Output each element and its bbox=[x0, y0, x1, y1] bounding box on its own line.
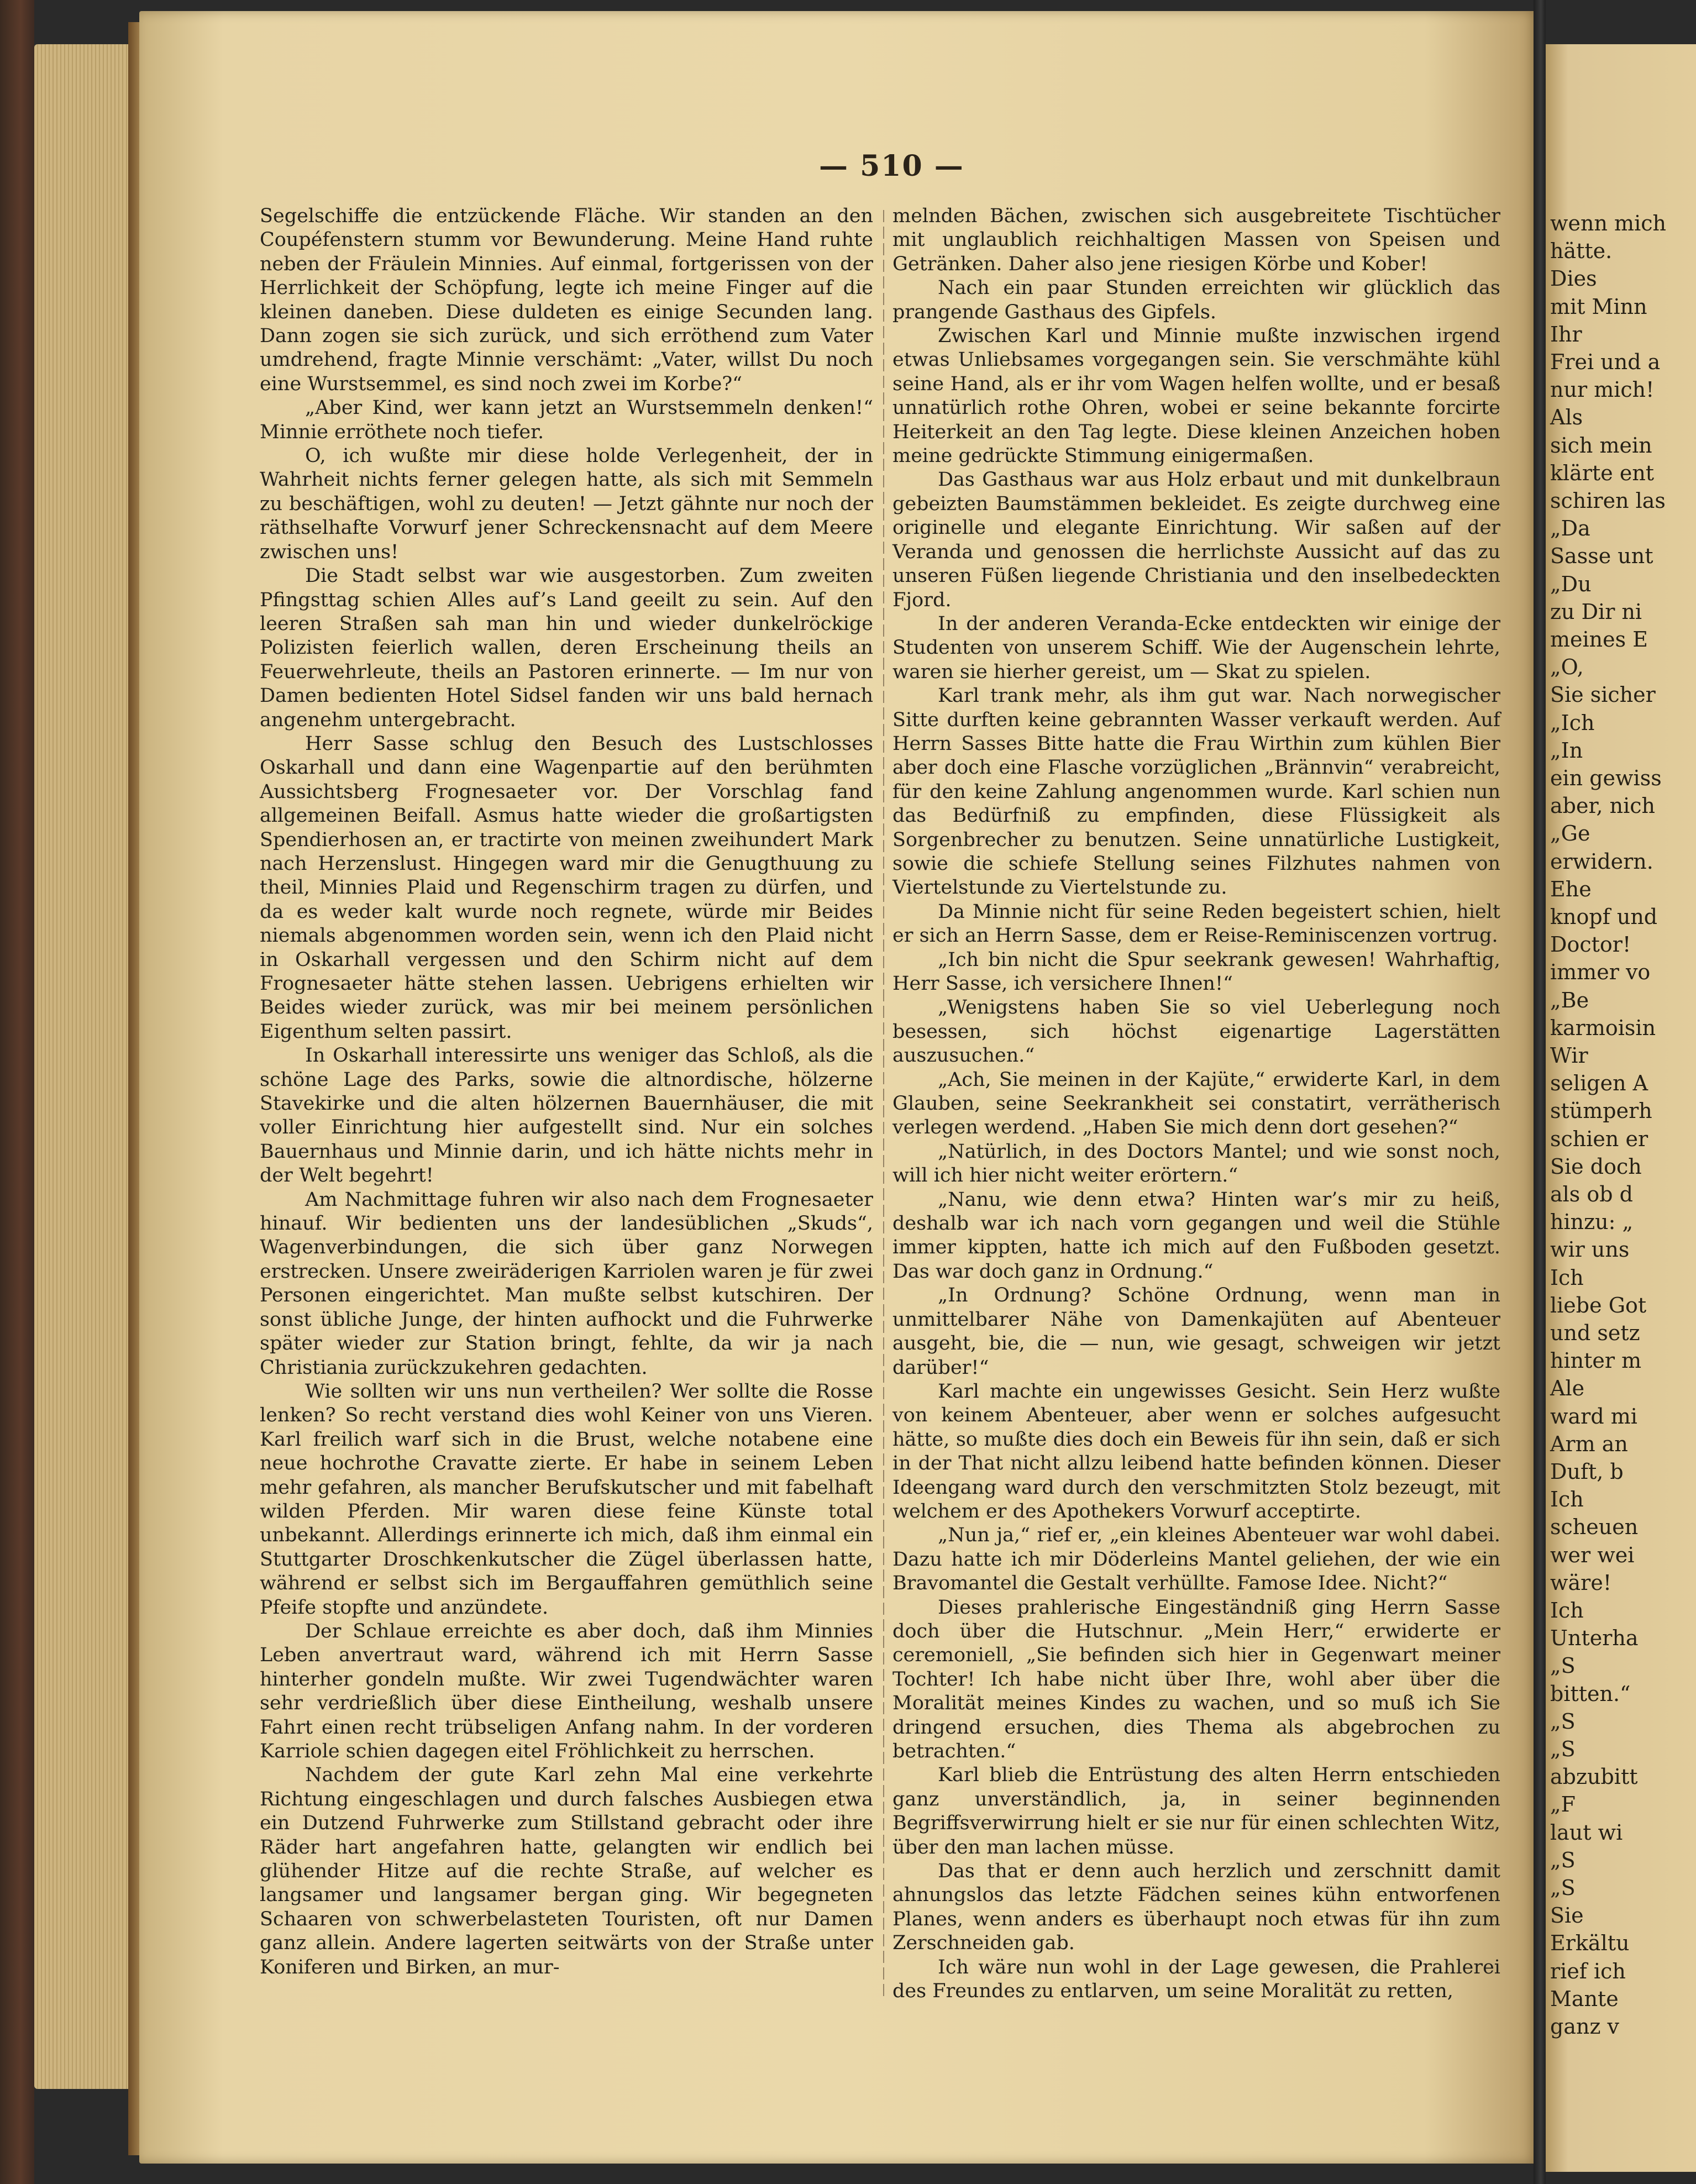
facing-page-line: „O, bbox=[1550, 655, 1584, 680]
facing-page-line: bitten.“ bbox=[1550, 1681, 1631, 1706]
paragraph: Karl machte ein ungewisses Gesicht. Sein Herz wußte von keinem Abenteuer, aber wenn er solches aufgesucht hätte, so mußte dies doch ein Beweis für ihn sein, daß er sich in der That nicht allzu leibend hatte befinden können. Dieser Ideengang ward durch den verschmitzten Stolz bezeugt, mit welchem er des Apothekers Vorwurf acceptirte. bbox=[892, 1380, 1500, 1523]
facing-page-line: wenn mich bbox=[1550, 211, 1666, 235]
facing-page-line: Sie bbox=[1550, 1903, 1584, 1928]
paragraph: „Ich bin nicht die Spur seekrank gewesen! Wahrhaftig, Herr Sasse, ich versichere Ihnen!“ bbox=[892, 948, 1500, 995]
facing-page-line: meines E bbox=[1550, 627, 1648, 652]
facing-page-line: hätte. bbox=[1550, 239, 1613, 264]
facing-page-line: nur mich! bbox=[1550, 377, 1655, 402]
facing-page-line: rief ich bbox=[1550, 1959, 1626, 1983]
facing-page-line: mit Minn bbox=[1550, 294, 1647, 319]
facing-page-line: sich mein bbox=[1550, 433, 1652, 458]
facing-page-line: Ich bbox=[1550, 1487, 1584, 1512]
column-divider bbox=[883, 210, 884, 2001]
facing-page-line: „Be bbox=[1550, 988, 1589, 1012]
paragraph: Die Stadt selbst war wie ausgestorben. Zum zweiten Pfingsttag schien Alles auf’s Land geeilt zu sein. Auf den leeren Straßen sah man hin und wieder dunkelröckige Polizisten feierlich wallen, deren Erscheinung theils an Feuerwehrleute, theils an Pastoren erinnerte. — Im nur von Damen bedienten Hotel Sidsel fanden wir uns bald hernach angenehm untergebracht. bbox=[260, 565, 873, 731]
facing-page-line: „Da bbox=[1550, 516, 1590, 541]
facing-page-line: Ich bbox=[1550, 1265, 1584, 1290]
facing-page-line: Sie sicher bbox=[1550, 683, 1656, 707]
paragraph: Herr Sasse schlug den Besuch des Lustschlosses Oskarhall und dann eine Wagenpartie auf den berühmten Aussichtsberg Frognesaeter vor. Der Vorschlag fand allgemeinen Beifall. Asmus hatte wieder die großartigsten Spendierhosen an, er tractirte von meinen zweihundert Mark nach Herzenslust. Hingegen ward mir die Genugthuung zu theil, Minnies Plaid und Regenschirm tragen zu dürfen, und da es weder kalt wurde noch regnete, würde mir Beides niemals abgenommen worden sein, wenn ich den Plaid nicht in Oskarhall vergessen und den Schirm nicht auf dem Frognesaeter hätte stehen lassen. Uebrigens erhielten wir Beides wieder zurück, was mir bei meinem persönlichen Eigenthum selten passirt. bbox=[260, 732, 873, 1043]
facing-page-line: erwidern. bbox=[1550, 849, 1653, 874]
facing-page-line: „Ich bbox=[1550, 710, 1595, 735]
paragraph: Ich wäre nun wohl in der Lage gewesen, die Prahlerei des Freundes zu entlarven, um seine Moralität zu retten, bbox=[892, 1956, 1500, 2003]
paragraph: Nachdem der gute Karl zehn Mal eine verkehrte Richtung eingeschlagen und durch falsches Ausbiegen etwa ein Dutzend Fuhrwerke zum Stillstand gebracht oder ihre Räder hart angefahren hatte, gelangten wir endlich bei glühender Hitze auf die rechte Straße, auf welcher es langsamer und langsamer bergan ging. Wir begegneten Schaaren von schwerbelasteten Touristen, oft nur Damen ganz allein. Andere lagerten seitwärts von der Straße unter Koniferen und Birken, an mur- bbox=[260, 1764, 873, 1978]
paragraph: Das that er denn auch herzlich und zerschnitt damit ahnungslos das letzte Fädchen seines kühn entworfenen Planes, wenn anders es überhaupt noch etwas für ihn zum Zerschneiden gab. bbox=[892, 1860, 1500, 1955]
book-gutter bbox=[128, 22, 139, 2155]
paragraph: Karl trank mehr, als ihm gut war. Nach norwegischer Sitte durften keine gebrannten Wasser verkauft werden. Auf Herrn Sasses Bitte hatte die Frau Wirthin zum kühlen Bier aber doch eine Flasche vorzüglichen „Brännvin“ verabreicht, für den keine Zahlung angenommen wurde. Karl schien nun das Bedürfniß zu empfinden, diese Flüssigkeit als Sorgenbrecher zu benutzen. Seine unnatürliche Lustigkeit, sowie die schiefe Stellung seines Filzhutes nahmen von Viertelstunde zu Viertelstunde zu. bbox=[892, 685, 1500, 899]
paragraph: „Wenigstens haben Sie so viel Ueberlegung noch besessen, sich höchst eigenartige Lagerstätten auszusuchen.“ bbox=[892, 996, 1500, 1067]
paragraph: „Nanu, wie denn etwa? Hinten war’s mir zu heiß, deshalb war ich nach vorn gegangen und weil die Stühle immer kippten, hatte ich mich auf den Fußboden gesetzt. Das war doch ganz in Ordnung.“ bbox=[892, 1188, 1500, 1283]
facing-page-line: „S bbox=[1550, 1737, 1576, 1761]
facing-page-line: laut wi bbox=[1550, 1820, 1623, 1845]
paragraph: Am Nachmittage fuhren wir also nach dem Frognesaeter hinauf. Wir bedienten uns der landesüblichen „Skuds“, Wagenverbindungen, die sich über ganz Norwegen erstrecken. Unsere zweiräderigen Karriolen waren je für zwei Personen eingerichtet. Man mußte selbst kutschiren. Der sonst übliche Junge, der hinten aufhockt und die Fuhrwerke später wieder zur Station bringt, fehlte, da wir ja nach Christiania zurückzukehren gedachten. bbox=[260, 1188, 873, 1379]
text-column-left bbox=[260, 204, 873, 1980]
facing-page-line: hinter m bbox=[1550, 1348, 1642, 1373]
page-stack-edge bbox=[34, 44, 128, 2089]
facing-page-line: schien er bbox=[1550, 1126, 1648, 1151]
facing-page-line: stümperh bbox=[1550, 1099, 1652, 1124]
paragraph: Da Minnie nicht für seine Reden begeistert schien, hielt er sich an Herrn Sasse, dem er Reise-Reminiscenzen vortrug. bbox=[892, 900, 1500, 947]
facing-page-line: „S bbox=[1550, 1847, 1576, 1872]
facing-page-line: Arm an bbox=[1550, 1431, 1628, 1456]
facing-page-line: Als bbox=[1550, 405, 1583, 430]
facing-page bbox=[1546, 44, 1696, 2172]
facing-page-line: scheuen bbox=[1550, 1515, 1639, 1540]
facing-page-line: Mante bbox=[1550, 1986, 1619, 2011]
facing-page-line: Wir bbox=[1550, 1043, 1588, 1068]
paragraph: In der anderen Veranda-Ecke entdeckten wir einige der Studenten von unserem Schiff. Wie der Augenschein lehrte, waren sie hierher gereist, um — Skat zu spielen. bbox=[892, 612, 1500, 683]
facing-page-line: Ehe bbox=[1550, 876, 1592, 901]
facing-page-line: „Ge bbox=[1550, 821, 1590, 846]
facing-page-line: ward mi bbox=[1550, 1404, 1637, 1429]
book-cover-left bbox=[0, 0, 34, 2184]
facing-page-line: immer vo bbox=[1550, 960, 1651, 985]
paragraph: „Ach, Sie meinen in der Kajüte,“ erwiderte Karl, in dem Glauben, seine Seekrankheit sei constatirt, verrätherisch verlegen werdend. „Haben Sie mich denn dort gesehen?“ bbox=[892, 1068, 1500, 1139]
text-column-right bbox=[892, 204, 1500, 2003]
facing-page-line: Ale bbox=[1550, 1376, 1585, 1401]
facing-page-line: „Du bbox=[1550, 571, 1592, 596]
facing-page-line: Sie doch bbox=[1550, 1154, 1642, 1179]
paragraph: Wie sollten wir uns nun vertheilen? Wer sollte die Rosse lenken? So recht verstand dies wohl Keiner von uns Vieren. Karl freilich warf sich in die Brust, welche notabene eine neue hochrothe Cravatte zierte. Er habe in seinem Leben mehr gefahren, als mancher Berufskutscher und mit fabelhaft wilden Pferden. Mir waren diese feine Künste total unbekannt. Allerdings erinnerte ich mich, daß ihm einmal ein Stuttgarter Droschkenkutscher die Zügel überlassen hatte, während er selbst sich im Bergauffahren gemüthlich seine Pfeife stopfte und anzündete. bbox=[260, 1380, 873, 1619]
facing-page-line: Ich bbox=[1550, 1598, 1584, 1623]
paragraph: „Nun ja,“ rief er, „ein kleines Abenteuer war wohl dabei. Dazu hatte ich mir Döderleins Mantel geliehen, der wie ein Bravomantel die Gestalt verhüllte. Famose Idee. Nicht?“ bbox=[892, 1524, 1500, 1595]
page-number: — 510 — bbox=[819, 149, 964, 183]
paragraph: melnden Bächen, zwischen sich ausgebreitete Tischtücher mit unglaublich reichhaltigen Massen von Speisen und Getränken. Daher also jene riesigen Körbe und Kober! bbox=[892, 205, 1500, 275]
paragraph: „Aber Kind, wer kann jetzt an Wurstsemmeln denken!“ Minnie erröthete noch tiefer. bbox=[260, 397, 873, 443]
facing-page-line: Frei und a bbox=[1550, 350, 1661, 374]
paragraph: Dieses prahlerische Eingeständniß ging Herrn Sasse doch über die Hutschnur. „Mein Herr,“ erwiderte er ceremoniell, „Sie befinden sich hier in Gegenwart meiner Tochter! Ich habe nicht über Ihre, wohl aber über die Moralität meines Kindes zu wachen, und so muß ich Sie dringend ersuchen, dies Thema als abgebrochen zu betrachten.“ bbox=[892, 1596, 1500, 1762]
facing-page-line: Dies bbox=[1550, 266, 1597, 291]
paragraph: O, ich wußte mir diese holde Verlegenheit, der in Wahrheit nichts ferner gelegen hatte, als sich mit Semmeln zu beschäftigen, wohl zu deuten! — Jetzt gähnte nur noch der räthselhafte Vorwurf jener Schreckensnacht auf dem Meere zwischen uns! bbox=[260, 445, 873, 563]
facing-page-line: ein gewiss bbox=[1550, 766, 1662, 790]
paragraph: Das Gasthaus war aus Holz erbaut und mit dunkelbraun gebeizten Baumstämmen bekleidet. Es zeigte durchweg eine originelle und elegante Einrichtung. Wir saßen auf der Veranda und genossen die herrlichste Aussicht auf das zu unseren Füßen liegende Christiania und den inselbedeckten Fjord. bbox=[892, 469, 1500, 611]
facing-page-line: zu Dir ni bbox=[1550, 599, 1642, 624]
facing-page-line: Ihr bbox=[1550, 322, 1582, 347]
facing-page-line: knopf und bbox=[1550, 905, 1658, 929]
facing-page-line: seligen A bbox=[1550, 1071, 1648, 1096]
facing-page-line: wir uns bbox=[1550, 1237, 1630, 1262]
facing-page-line: und setz bbox=[1550, 1321, 1640, 1345]
paragraph: Segelschiffe die entzückende Fläche. Wir standen an den Coupéfenstern stumm vor Bewunderung. Meine Hand ruhte neben der Fräulein Minnies. Auf einmal, fortgerissen von der Herrlichkeit der Schöpfung, legte ich meine Finger auf die kleinen daneben. Diese duldeten es einige Secunden lang. Dann zogen sie sich zurück, und sich erröthend zum Vater umdrehend, fragte Minnie verschämt: „Vater, willst Du noch eine Wurstsemmel, es sind noch zwei im Korbe?“ bbox=[260, 205, 873, 395]
facing-page-line: Duft, b bbox=[1550, 1460, 1624, 1484]
facing-page-line: klärte ent bbox=[1550, 460, 1655, 485]
paragraph: Zwischen Karl und Minnie mußte inzwischen irgend etwas Unliebsames vorgegangen sein. Sie verschmähte kühl seine Hand, als er ihr vom Wagen helfen wollte, und er besaß unnatürlich rothe Ohren, wobei er seine bekannte forcirte Heiterkeit an den Tag legte. Diese kleinen Anzeichen hoben meine gedrückte Stimmung einigermaßen. bbox=[892, 325, 1500, 468]
facing-page-line: „S bbox=[1550, 1876, 1576, 1900]
facing-page-line: „In bbox=[1550, 738, 1583, 763]
paragraph: „Natürlich, in des Doctors Mantel; und wie sonst noch, will ich hier nicht weiter erörtern.“ bbox=[892, 1140, 1500, 1187]
paragraph: Der Schlaue erreichte es aber doch, daß ihm Minnies Leben anvertraut ward, während ich mit Herrn Sasse hinterher gondeln mußte. Wir zwei Tugendwächter waren sehr verdrießlich über diese Eintheilung, weshalb unsere Fahrt einen recht trübseligen Anfang nahm. In der vorderen Karriole schien dagegen eitel Fröhlichkeit zu herrschen. bbox=[260, 1620, 873, 1762]
facing-page-line: hinzu: „ bbox=[1550, 1210, 1634, 1235]
facing-page-line: als ob d bbox=[1550, 1182, 1633, 1206]
facing-page-line: wer wei bbox=[1550, 1542, 1635, 1567]
paragraph: Karl blieb die Entrüstung des alten Herrn entschieden ganz unverständlich, ja, in seiner beginnenden Begriffsverwirrung hielt er sie nur für einen schlechten Witz, über den man lachen müsse. bbox=[892, 1764, 1500, 1859]
facing-page-line: „S bbox=[1550, 1653, 1576, 1678]
paragraph: „In Ordnung? Schöne Ordnung, wenn man in unmittelbarer Nähe von Damenkajüten auf Abenteuer ausgeht, bie, die — nun, wie gesagt, schweigen wir jetzt darüber!“ bbox=[892, 1284, 1500, 1379]
facing-page-line: ganz v bbox=[1550, 2014, 1620, 2039]
facing-page-line: „F bbox=[1550, 1792, 1576, 1817]
facing-page-line: liebe Got bbox=[1550, 1293, 1647, 1317]
paragraph: Nach ein paar Stunden erreichten wir glücklich das prangende Gasthaus des Gipfels. bbox=[892, 277, 1500, 323]
facing-page-line: Unterha bbox=[1550, 1626, 1639, 1651]
facing-page-line: Erkältu bbox=[1550, 1931, 1630, 1956]
facing-page-line: wäre! bbox=[1550, 1570, 1612, 1595]
facing-page-line: aber, nich bbox=[1550, 794, 1655, 818]
facing-page-line: abzubitt bbox=[1550, 1765, 1638, 1789]
facing-page-line: Doctor! bbox=[1550, 932, 1631, 957]
paragraph: In Oskarhall interessirte uns weniger das Schloß, als die schöne Lage des Parks, sowie die altnordische, hölzerne Stavekirke und die alten hölzernen Bauernhäuser, die mit voller Einrichtung hier aufgestellt sind. Nur ein solches Bauernhaus und Minnie darin, und ich hätte nichts mehr in der Welt begehrt! bbox=[260, 1044, 873, 1187]
facing-page-line: schiren las bbox=[1550, 489, 1666, 513]
book-spine-dark bbox=[1534, 0, 1546, 2184]
facing-page-line: Sasse unt bbox=[1550, 544, 1653, 569]
facing-page-line: karmoisin bbox=[1550, 1015, 1656, 1040]
facing-page-line: „S bbox=[1550, 1709, 1576, 1734]
